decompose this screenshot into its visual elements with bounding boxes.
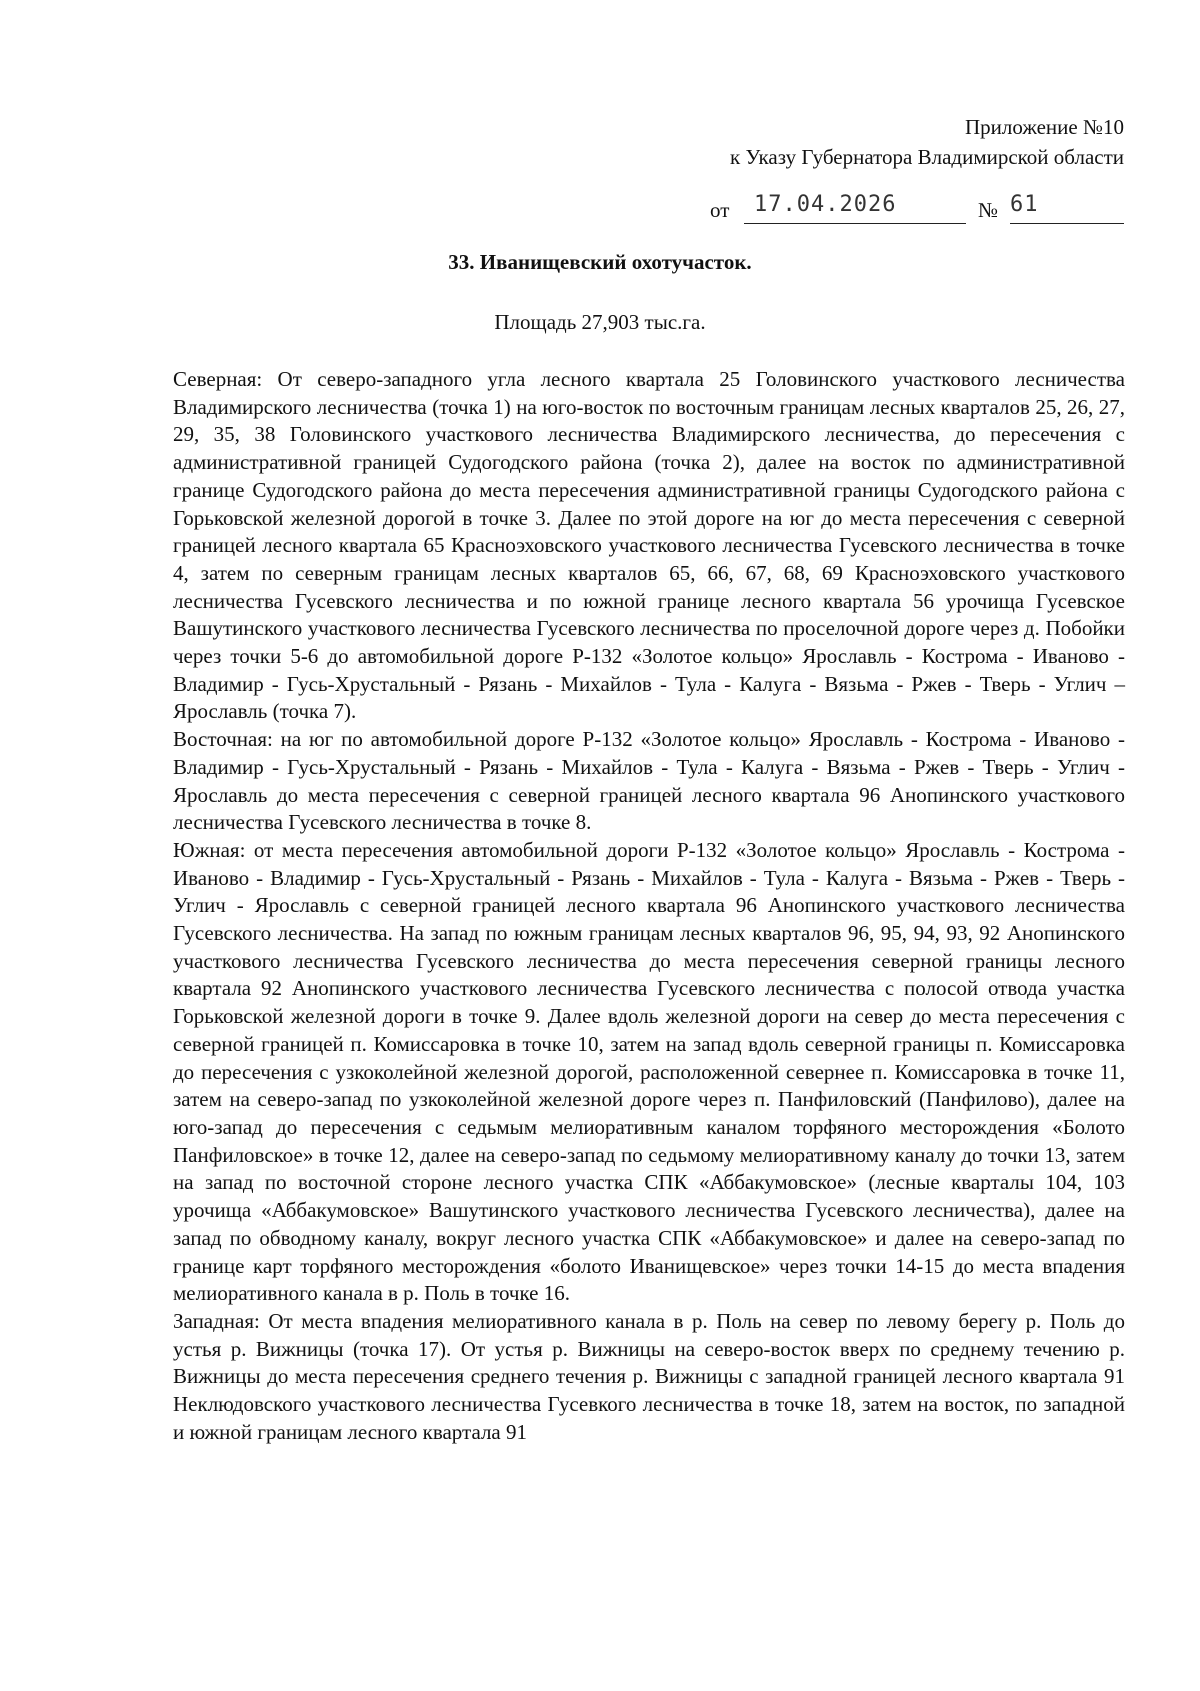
decree-number: 61 — [1010, 192, 1039, 217]
section-east: Восточная: на юг по автомобильной дороге Р-132 «Золотое кольцо» Ярославль - Кострома - Иваново - Владимир - Гусь-Хрустальный - Рязань - Михайлов - Тула - Калуга - Вязьма - Ржев - Тверь - Углич - Ярославль до места пересечения с северной границей лесного квартала 96 Анопинского участкового лесничества Гусевского лесничества в точке 8. — [173, 727, 1125, 835]
number-underline — [1010, 223, 1124, 224]
document-title: 33. Иванищевский охотучасток. — [448, 250, 752, 274]
section-north: Северная: От северо-западного угла лесного квартала 25 Головинского участкового лесничества Владимирского лесничества (точка 1) на юго-восток по восточным границам лесных кварталов 25, 26, 27, 29, 35, 38 Головинского участкового лесничества Владимирского лесничества, до пересечения с административной границей Судогодского района (точка 2), далее на восток по административной границе Судогодского района до места пересечения административной границы Судогодского района с Горьковской железной дорогой в точке 3. Далее по этой дороге на юг до места пересечения с северной границей лесного квартала 65 Красноэховского участкового лесничества Гусевского лесничества в точке 4, затем по северным границам лесных кварталов 65, 66, 67, 68, 69 Красноэховского участкового лесничества Гусевского лесничества и по южной границе лесного квартала 56 урочища Гусевское Вашутинского участкового лесничества Гусевского лесничества по проселочной дороге через д. Побойки через точки 5-6 до автомобильной дороге Р-132 «Золотое кольцо» Ярославль - Кострома - Иваново - Владимир - Гусь-Хрустальный - Рязань - Михайлов - Тула - Калуга - Вязьма - Ржев - Тверь - Углич – Ярославль (точка 7). — [173, 367, 1125, 724]
area-line: Площадь 27,903 тыс.га. — [494, 310, 706, 334]
section-west: Западная: От места впадения мелиоративного канала в р. Поль на север по левому берегу р. Поль до устья р. Вижницы (точка 17). От устья р. Вижницы на северо-восток вверх по среднему течению р. Вижницы до места пересечения среднего течения р. Вижницы с западной границей лесного квартала 91 Неклюдовского участкового лесничества Гусевкого лесничества в точке 18, затем на восток, по западной и южной границам лесного квартала 91 — [173, 1308, 1125, 1444]
date-prefix-label: от — [710, 198, 730, 222]
appendix-reference: к Указу Губернатора Владимирской области — [730, 145, 1124, 169]
decree-date: 17.04.2026 — [754, 192, 897, 217]
date-underline — [744, 223, 966, 224]
appendix-number: Приложение №10 — [965, 115, 1124, 139]
decree-date-number-row — [710, 190, 1124, 226]
number-sign-label: № — [978, 198, 999, 222]
appendix-header — [730, 112, 1124, 172]
section-south: Южная: от места пересечения автомобильной дороги Р-132 «Золотое кольцо» Ярославль - Кострома - Иваново - Владимир - Гусь-Хрустальный - Рязань - Михайлов - Тула - Калуга - Вязьма - Ржев - Тверь - Углич - Ярославль с северной границей лесного квартала 96 Анопинского участкового лесничества Гусевского лесничества. На запад по южным границам лесных кварталов 96, 95, 94, 93, 92 Анопинского участкового лесничества Гусевского лесничества до места пересечения северной границы лесного квартала 92 Анопинского участкового лесничества Гусевского лесничества с полосой отвода участка Горьковской железной дороги в точке 9. Далее вдоль железной дороги на север до места пересечения с северной границей п. Комиссаровка в точке 10, затем на запад вдоль северной границы п. Комиссаровка до пересечения с узкоколейной железной дорогой, расположенной севернее п. Комиссаровка в точке 11, затем на северо-запад по узкоколейной железной дороге через п. Панфиловский (Панфилово), далее на юго-запад до пересечения с седьмым мелиоративным каналом торфяного месторождения «Болото Панфиловское» в точке 12, далее на северо-запад по седьмому мелиоративному каналу до точки 13, затем на запад по восточной стороне лесного участка СПК «Аббакумовское» (лесные кварталы 104, 103 урочища «Аббакумовское» Вашутинского участкового лесничества Гусевского лесничества), далее на запад по обводному каналу, вокруг лесного участка СПК «Аббакумовское» и далее на северо-запад по границе карт торфяного месторождения «болото Иванищевское» через точки 14-15 до места впадения мелиоративного канала в р. Поль в точке 16. — [173, 837, 1125, 1306]
boundary-description — [173, 366, 1125, 1446]
